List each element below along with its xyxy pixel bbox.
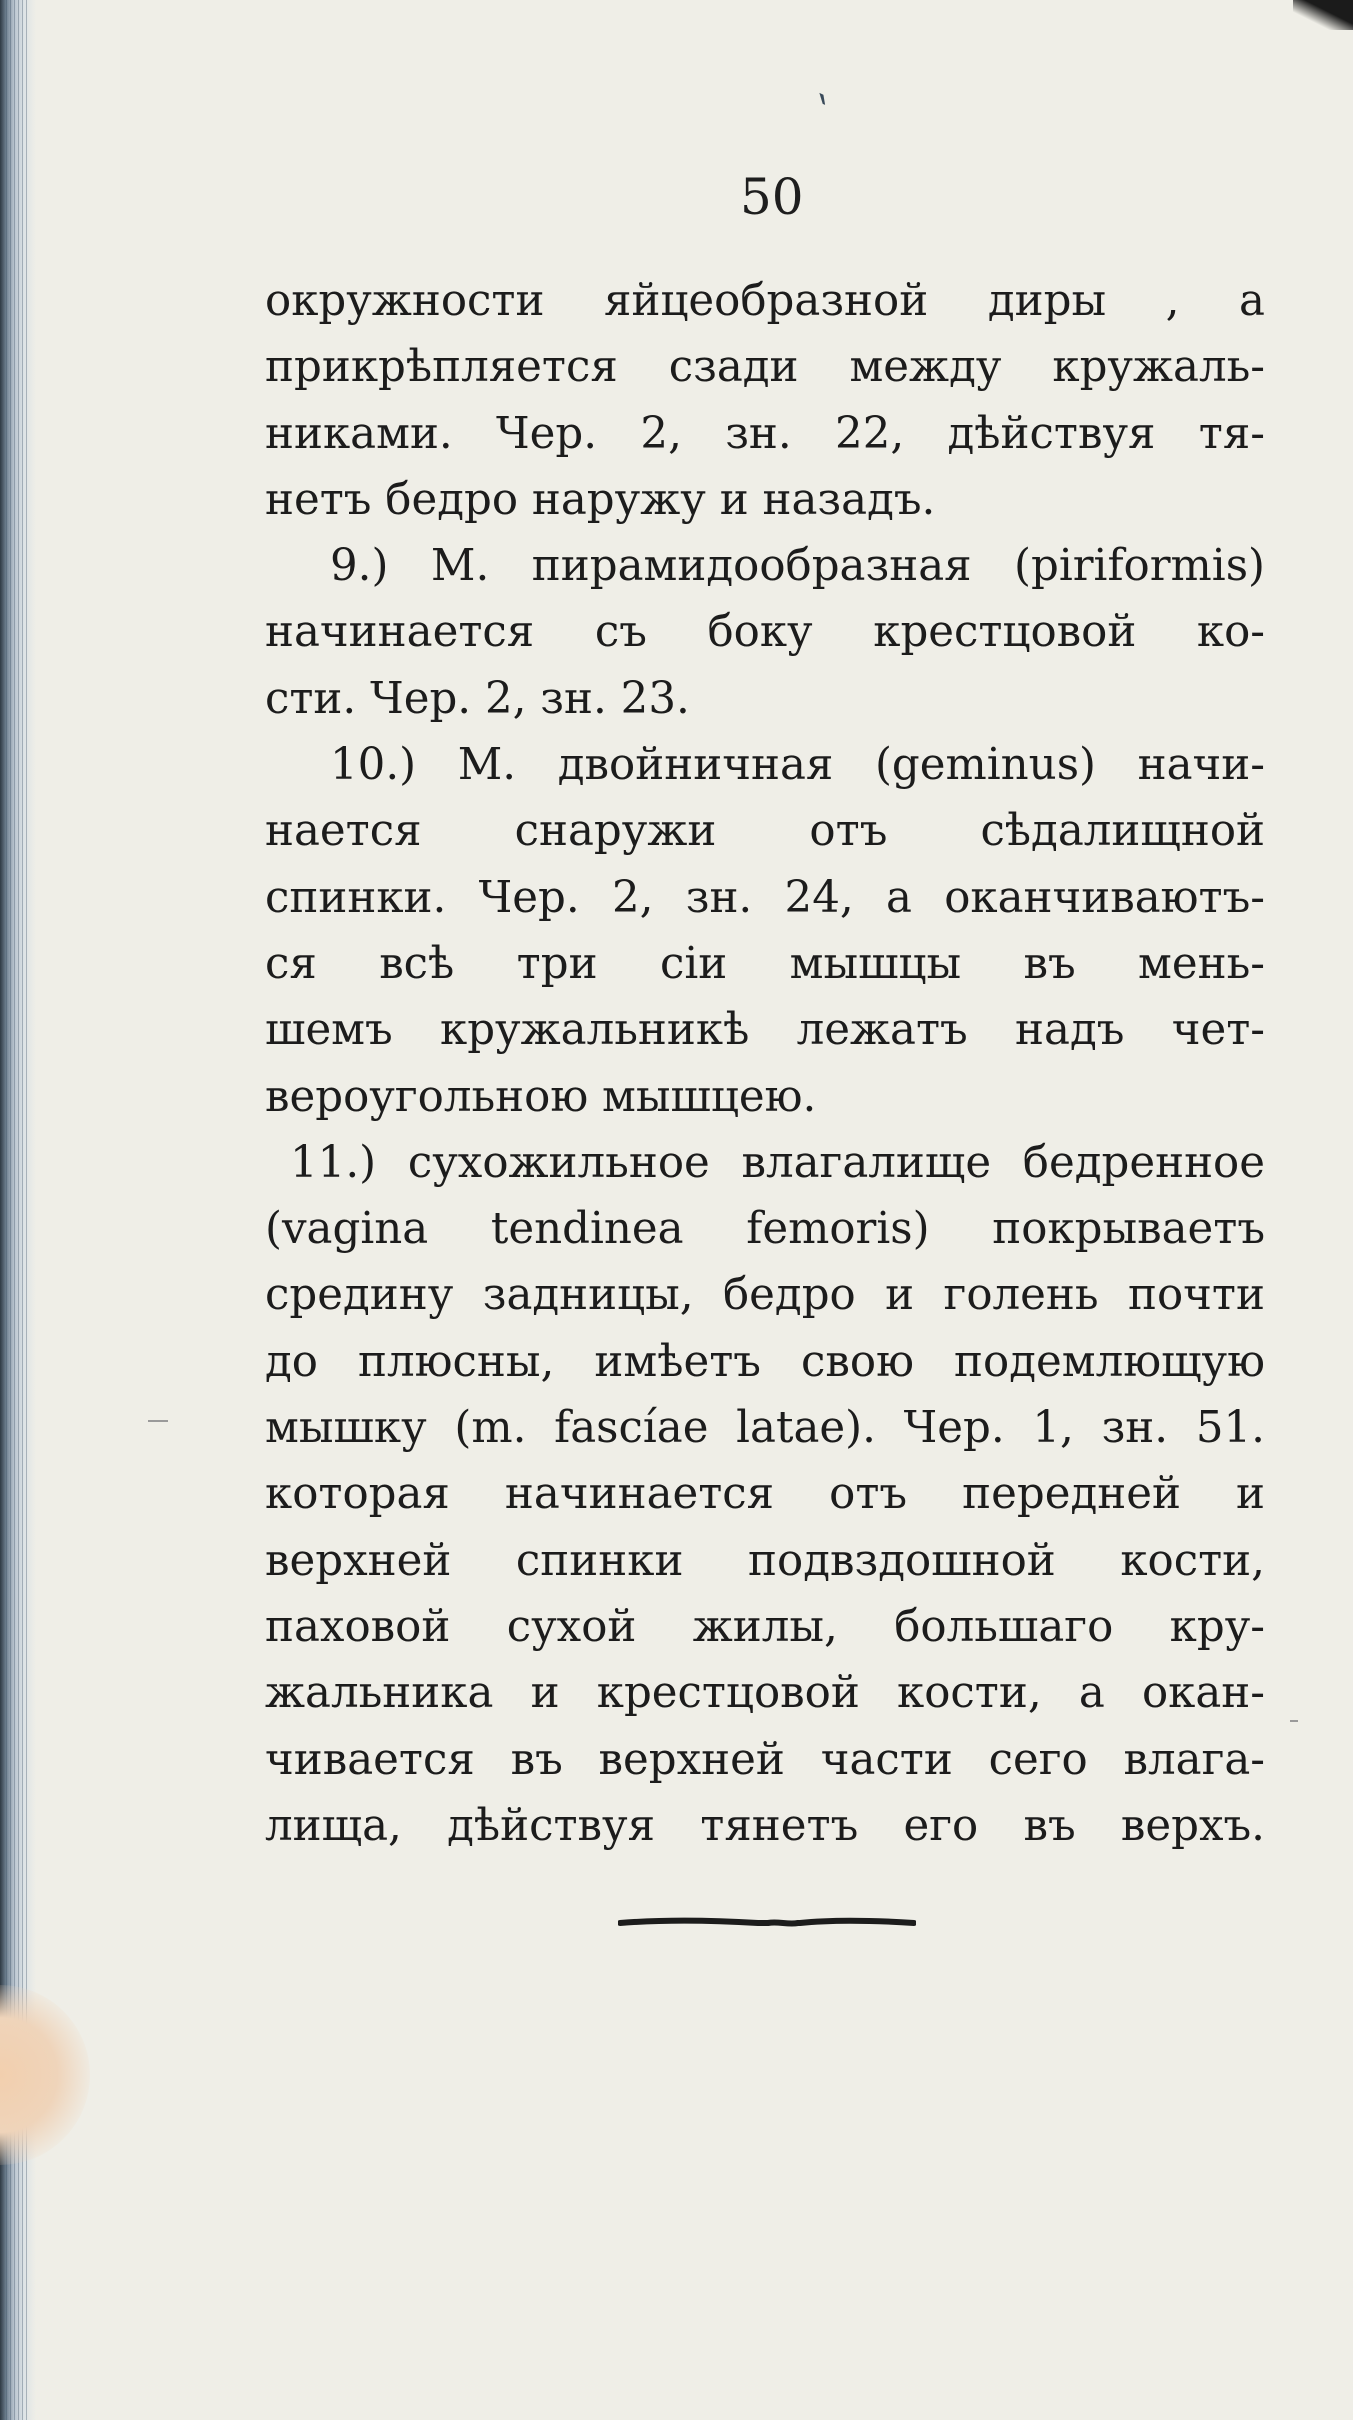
text-line: шемъ кружальникѣ лежатъ надъ чет-: [265, 1005, 1265, 1056]
separator-rule-icon: [618, 1917, 916, 1929]
text-line: нается снаружи отъ сѣдалищной: [265, 806, 1265, 857]
text-line: чивается въ верхней части сего влага-: [265, 1734, 1265, 1785]
ink-mark-icon: ˋ: [795, 85, 840, 145]
text-line: средину задницы, бедро и голень почти: [265, 1270, 1265, 1321]
text-line: жальника и крестцовой кости, а окан-: [265, 1668, 1265, 1719]
margin-mark: [1290, 1720, 1298, 1722]
text-line: которая начинается отъ передней и: [265, 1469, 1265, 1520]
text-line: ся всѣ три сіи мышцы въ мень-: [265, 938, 1265, 989]
text-line: нетъ бедро наружу и назадъ.: [265, 474, 936, 525]
text-line: мышку (m. fascíae latae). Чер. 1, зн. 51.: [265, 1403, 1265, 1454]
text-line: окружности яйцеобразной диры , а: [265, 276, 1265, 326]
text-line: никами. Чер. 2, зн. 22, дѣйствуя тя-: [265, 408, 1265, 459]
margin-mark: [148, 1420, 168, 1422]
text-line: 11.) сухожильное влагалище бедренное: [290, 1137, 1265, 1188]
paper-stain: [0, 1985, 90, 2165]
text-line: прикрѣпляется сзади между кружаль-: [265, 342, 1265, 393]
text-line: 10.) М. двойничная (geminus) начи-: [330, 740, 1265, 791]
text-line: паховой сухой жилы, большаго кру-: [265, 1601, 1265, 1652]
text-line: лища, дѣйствуя тянетъ его въ верхъ.: [265, 1800, 1265, 1851]
text-line: спинки. Чер. 2, зн. 24, а оканчиваютъ-: [265, 872, 1265, 923]
corner-shadow: [1293, 0, 1353, 30]
text-line: вероугольною мышцею.: [265, 1071, 817, 1122]
section-separator: [618, 1917, 916, 1929]
text-line: 9.) М. пирамидообразная (piriformis): [330, 541, 1265, 592]
text-line: сти. Чер. 2, зн. 23.: [265, 673, 690, 724]
text-line: до плюсны, имѣетъ свою подемлющую: [265, 1336, 1265, 1387]
text-line: (vagina tendinea femoris) покрываетъ: [265, 1204, 1265, 1255]
text-line: начинается съ боку крестцовой ко-: [265, 607, 1265, 658]
text-line: верхней спинки подвздошной кости,: [265, 1535, 1265, 1586]
page-number: 50: [740, 168, 804, 226]
body-text: [265, 268, 1265, 1859]
